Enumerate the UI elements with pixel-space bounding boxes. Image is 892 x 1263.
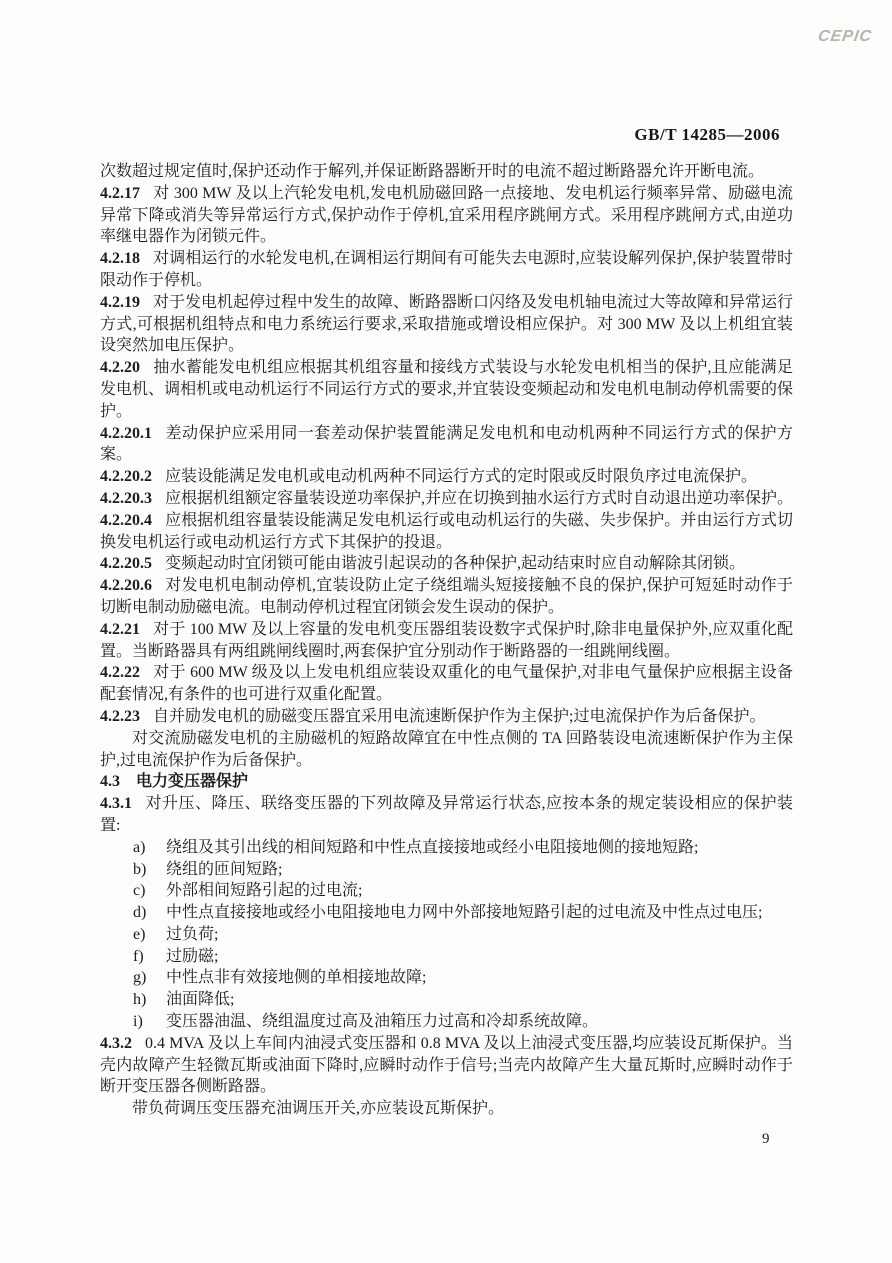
paragraph [100, 161, 793, 183]
paragraph-text: 自并励发电机的励磁变压器宜采用电流速断保护作为主保护;过电流保护作为后备保护。 [153, 707, 766, 725]
clause-4.2.20.1 [100, 423, 793, 467]
clause-4.2.22 [100, 662, 793, 706]
paragraph-text: 油面降低; [166, 991, 235, 1009]
clause-4.2.21 [100, 619, 793, 663]
clause-number: 4.2.23 [100, 707, 140, 725]
paragraph-text: 应根据机组容量装设能满足发电机运行或电动机运行的失磁、失步保护。并由运行方式切换发电机运行或电动机运行方式下其保护的投退。 [100, 511, 793, 551]
clause-4.2.19 [100, 292, 793, 357]
list-item-a [133, 837, 793, 859]
clause-number: 4.3.1 [100, 795, 132, 813]
list-item-letter: f) [133, 947, 144, 965]
clause-number: 4.2.20.2 [100, 468, 152, 486]
list-item-letter: b) [133, 860, 147, 878]
list-item-b [133, 859, 793, 881]
paragraph-text: 绕组的匝间短路; [166, 860, 283, 878]
clause-4.2.20.5 [100, 553, 793, 575]
clause-4.2.17 [100, 183, 793, 248]
paragraph-text: 应装设能满足发电机或电动机两种不同运行方式的定时限或反时限负序过电流保护。 [165, 468, 758, 486]
paragraph-text: 变频起动时宜闭锁可能由谐波引起误动的各种保护,起动结束时应自动解除其闭锁。 [165, 555, 746, 573]
paragraph-text: 对 300 MW 及以上汽轮发电机,发电机励磁回路一点接地、发电机运行频率异常、励磁电流异常下降或消失等异常运行方式,保护动作于停机,宜采用程序跳闸方式。采用程序跳闸方式,由逆功率继电器作为闭锁元件。 [100, 184, 793, 246]
list-item-e [133, 924, 793, 946]
paragraph-text: 带负荷调压变压器充油调压开关,亦应装设瓦斯保护。 [132, 1100, 505, 1118]
paragraph-text: 变压器油温、绕组温度过高及油箱压力过高和冷却系统故障。 [166, 1013, 599, 1031]
list-item-letter: d) [133, 904, 147, 922]
paragraph-text: 抽水蓄能发电机组应根据其机组容量和接线方式装设与水轮发电机相当的保护,且应能满足发电机、调相机或电动机运行不同运行方式的要求,并宜装设变频起动和发电机电制动停机需要的保护。 [100, 359, 793, 420]
clause-number: 4.2.19 [100, 293, 140, 311]
clause-number: 4.3 [100, 773, 120, 791]
paragraph-text: 过负荷; [166, 925, 219, 943]
paragraph [100, 1098, 793, 1120]
list-item-letter: i) [133, 1013, 143, 1031]
paragraph-text: 应根据机组额定容量装设逆功率保护,并应在切换到抽水运行方式时自动退出逆功率保护。 [165, 489, 794, 507]
paragraph-text: 对发电机电制动停机,宜装设防止定子绕组端头短接接触不良的保护,保护可短延时动作于切断电制动励磁电流。电制动停机过程宜闭锁会发生误动的保护。 [100, 577, 793, 616]
paragraph-text: 对升压、降压、联络变压器的下列故障及异常运行状态,应按本条的规定装设相应的保护装置: [100, 795, 793, 834]
clause-4.2.23 [100, 706, 793, 728]
paragraph-text: 对于 100 MW 及以上容量的发电机变压器组装设数字式保护时,除非电量保护外,应双重化配置。当断路器具有两组跳闸线圈时,两套保护宜分别动作于断路器的一组跳闸线圈。 [100, 620, 793, 660]
paragraph-text: 差动保护应采用同一套差动保护装置能满足发电机和电动机两种不同运行方式的保护方案。 [100, 424, 793, 464]
section-heading-4.3 [100, 771, 793, 793]
list-item-g [133, 967, 793, 989]
clause-number: 4.2.20.3 [100, 489, 152, 507]
clause-number: 4.2.20.5 [100, 555, 152, 573]
standard-number-header: GB/T 14285—2006 [634, 125, 780, 144]
clause-number: 4.2.20 [100, 359, 140, 377]
clause-4.2.20.2 [100, 466, 793, 488]
paragraph-text: 过励磁; [166, 947, 219, 965]
paragraph-text: 对于发电机起停过程中发生的故障、断路器断口闪络及发电机轴电流过大等故障和异常运行方式,可根据机组特点和电力系统运行要求,采取措施或增设相应保护。对 300 MW 及以上机组宜装设突然加电压保护。 [100, 293, 794, 355]
list-item-f [133, 946, 793, 968]
list-item-letter: g) [133, 969, 147, 987]
list-item-letter: e) [133, 925, 146, 943]
clause-4.2.20.6 [100, 575, 793, 619]
paragraph-text: 对交流励磁发电机的主励磁机的短路故障宜在中性点侧的 TA 回路装设电流速断保护作为主保护,过电流保护作为后备保护。 [100, 729, 793, 769]
list-item-letter: h) [133, 991, 147, 1009]
paragraph-text: 对调相运行的水轮发电机,在调相运行期间有可能失去电源时,应装设解列保护,保护装置带时限动作于停机。 [100, 250, 793, 289]
clause-4.2.20 [100, 357, 793, 422]
clause-number: 4.2.17 [100, 184, 140, 202]
list-item-letter: c) [133, 882, 146, 900]
paragraph-text: 0.4 MVA 及以上车间内油浸式变压器和 0.8 MVA 及以上油浸式变压器,均应装设瓦斯保护。当壳内故障产生轻微瓦斯或油面下降时,应瞬时动作于信号;当壳内故障产生大量瓦斯时,应瞬时动作于断开变压器各侧断路器。 [100, 1034, 793, 1096]
paragraph [100, 728, 793, 772]
clause-4.2.20.4 [100, 510, 793, 554]
page-number: 9 [762, 1131, 770, 1147]
cepic-watermark-logo: CEPIC [816, 28, 874, 45]
clause-number: 4.2.18 [100, 250, 140, 268]
clause-number: 4.3.2 [100, 1034, 132, 1052]
list-item-c [133, 880, 793, 902]
list-item-i [133, 1011, 793, 1033]
clause-number: 4.2.20.4 [100, 511, 152, 529]
clause-4.3.1 [100, 793, 793, 837]
clause-number: 4.2.20.6 [100, 577, 152, 595]
list-item-h [133, 989, 793, 1011]
paragraph-text: 对于 600 MW 级及以上发电机组应装设双重化的电气量保护,对非电气量保护应根据主设备配套情况,有条件的也可进行双重化配置。 [100, 664, 793, 704]
paragraph-text: 绕组及其引出线的相间短路和中性点直接接地或经小电阻接地侧的接地短路; [166, 838, 699, 856]
paragraph-text: 电力变压器保护 [136, 773, 249, 791]
clause-number: 4.2.21 [100, 620, 140, 638]
clause-number: 4.2.22 [100, 664, 140, 682]
list-item-d [133, 902, 793, 924]
paragraph-text: 外部相间短路引起的过电流; [166, 882, 363, 900]
document-body [100, 161, 793, 1120]
paragraph-text: 中性点直接接地或经小电阻接地电力网中外部接地短路引起的过电流及中性点过电压; [166, 904, 763, 922]
paragraph-text: 次数超过规定值时,保护还动作于解列,并保证断路器断开时的电流不超过断路器允许开断电流。 [100, 163, 765, 180]
clause-4.2.20.3 [100, 488, 793, 510]
clause-number: 4.2.20.1 [100, 424, 152, 442]
list-item-letter: a) [133, 838, 146, 856]
paragraph-text: 中性点非有效接地侧的单相接地故障; [166, 969, 427, 987]
clause-4.3.2 [100, 1033, 793, 1098]
clause-4.2.18 [100, 248, 793, 292]
